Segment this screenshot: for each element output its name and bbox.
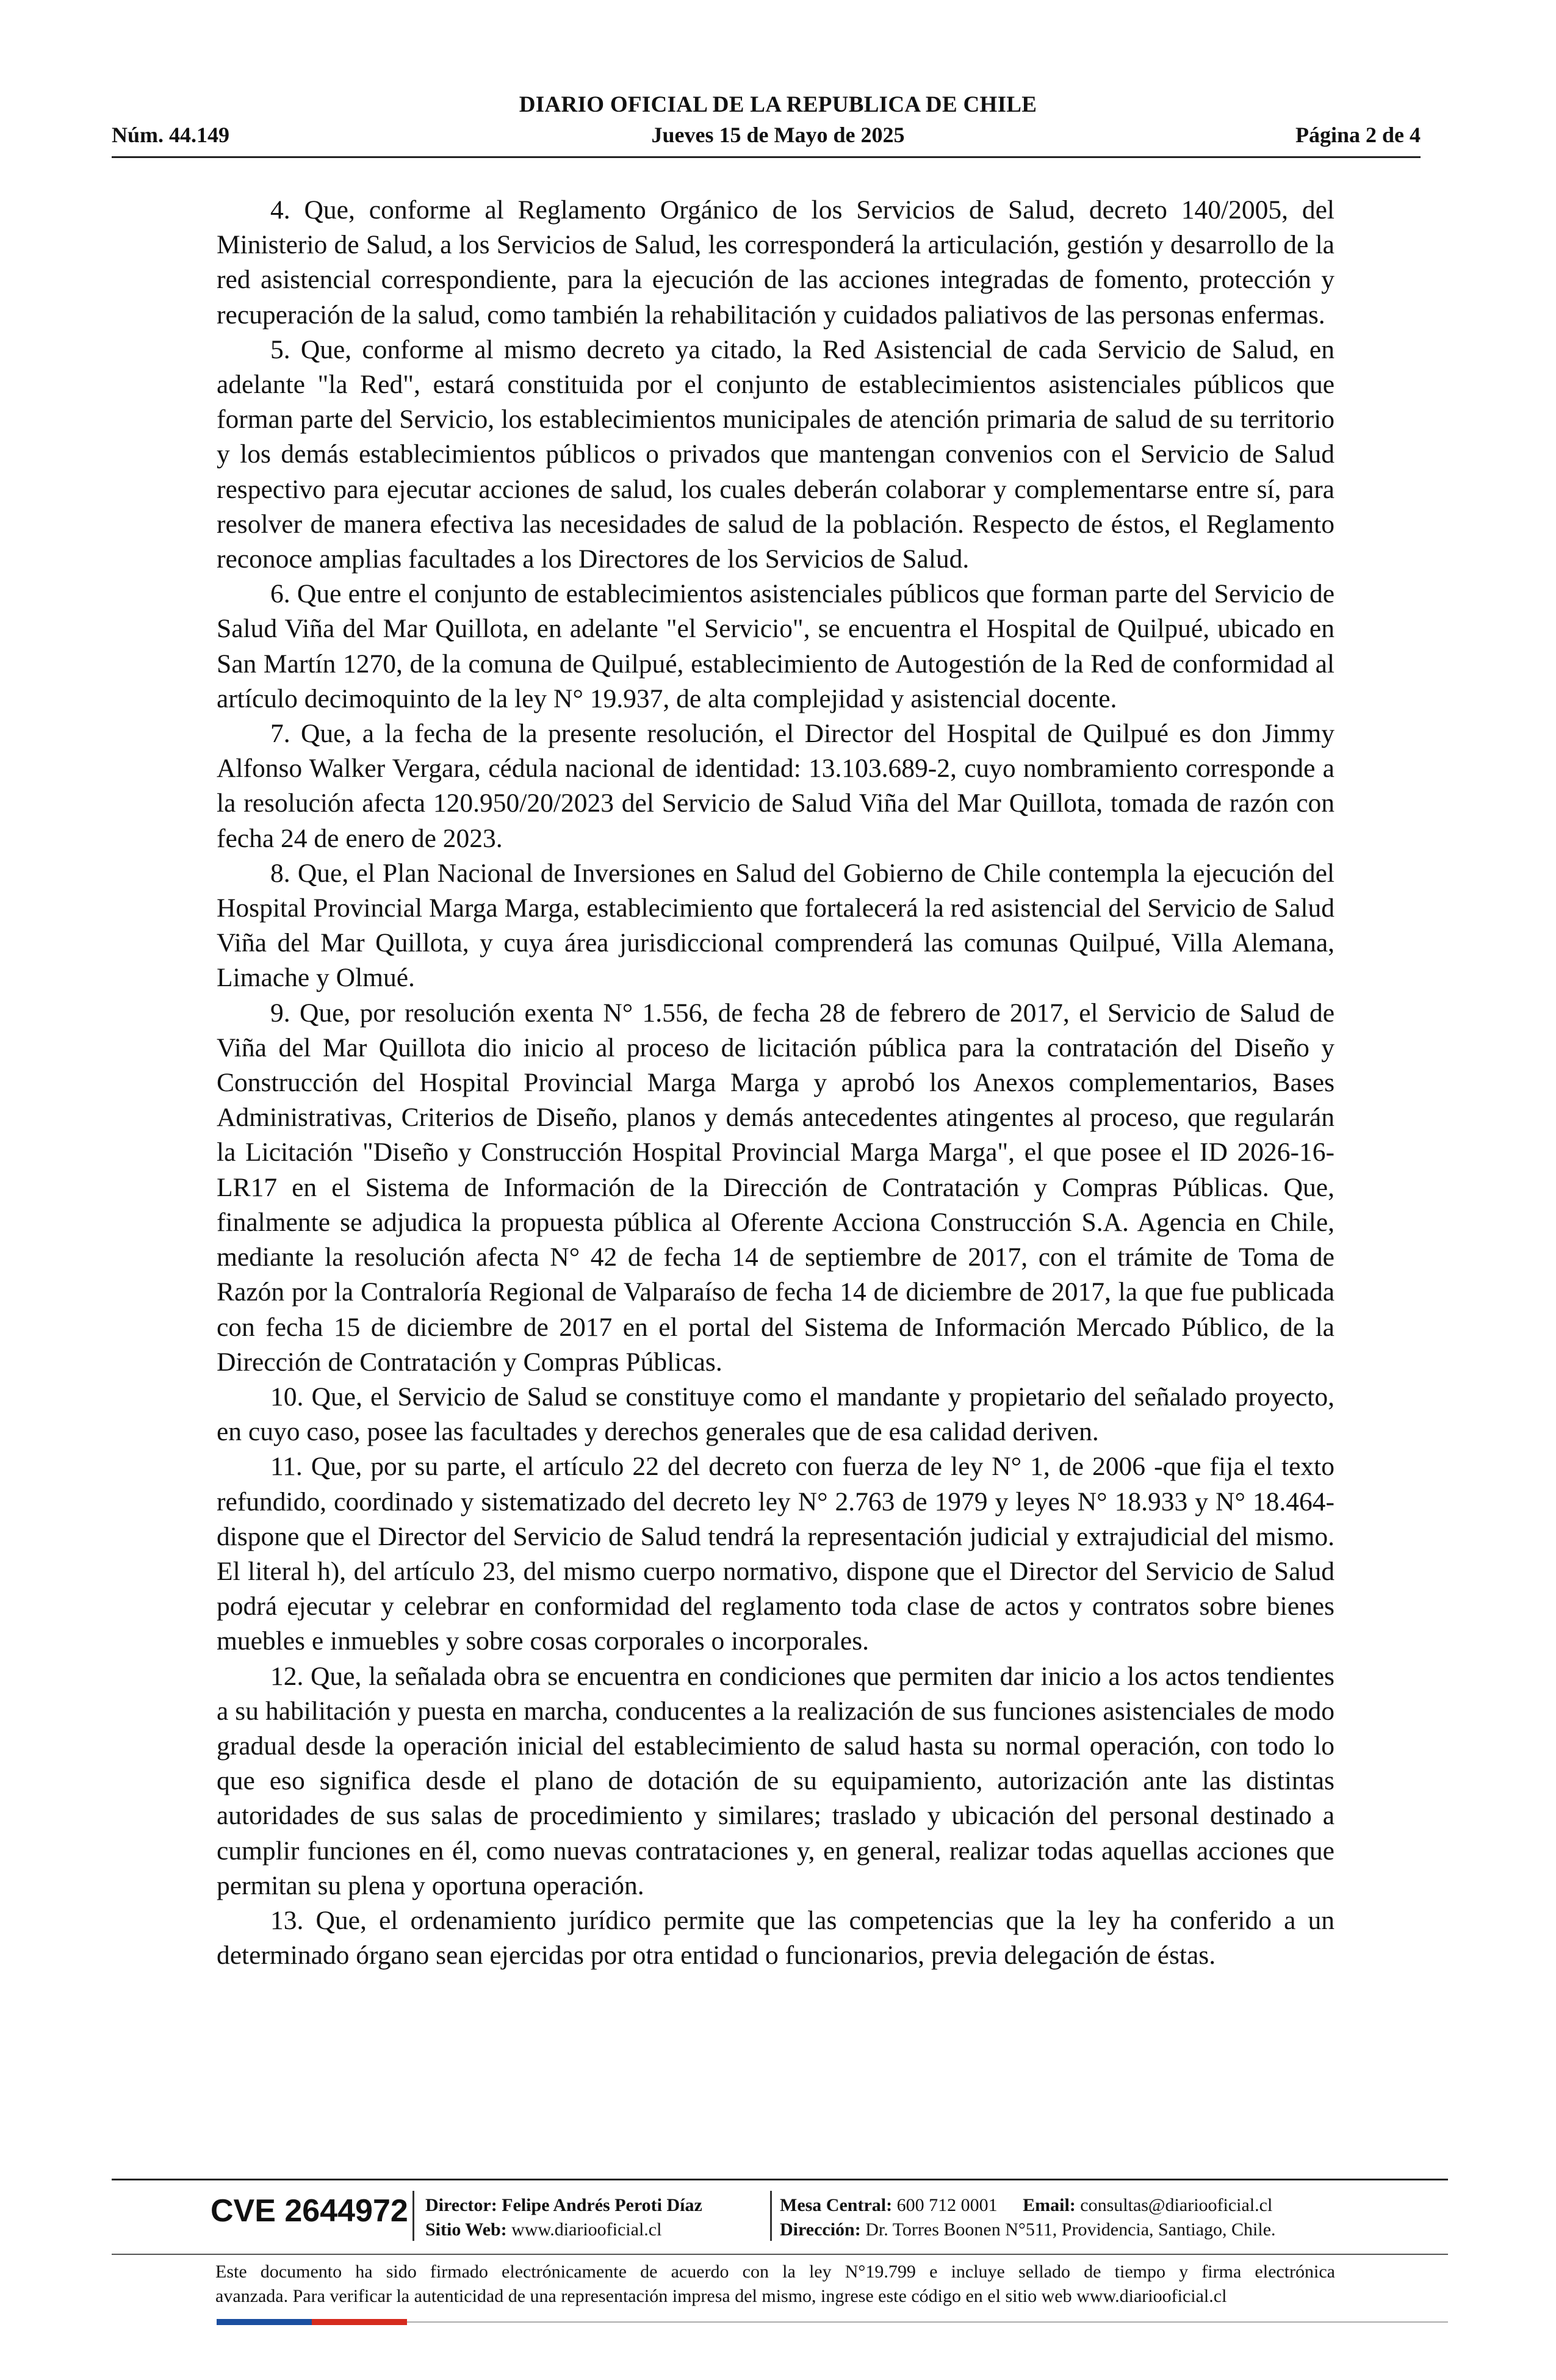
mesa-label: Mesa Central: <box>780 2195 893 2215</box>
page-number: Página 2 de 4 <box>1295 123 1421 147</box>
footer-bottom-divider <box>407 2321 1448 2323</box>
footer-separator <box>412 2191 414 2241</box>
footer-director-block <box>425 2193 702 2242</box>
header-divider <box>112 156 1421 158</box>
newspaper-title: DIARIO OFICIAL DE LA REPUBLICA DE CHILE <box>519 92 1037 117</box>
director-name: Felipe Andrés Peroti Díaz <box>502 2195 702 2215</box>
mesa-phone: 600 712 0001 <box>896 2195 998 2215</box>
address-line <box>780 2218 1276 2242</box>
paragraph-11: 11. Que, por su parte, el artículo 22 del decreto con fuerza de ley N° 1, de 2006 -que fija el texto refundido, coordinado y sistematizado del decreto ley N° 2.763 de 1979 y leyes N° 18.933 y N° 18.464- dispone que el Director del Servicio de Salud tendrá la representación judicial y extrajudicial del mismo. El literal h), del artículo 23, del mismo cuerpo normativo, dispone que el Director del Servicio de Salud podrá ejecutar y celebrar en conformidad del reglamento toda clase de actos y contratos sobre bienes muebles e inmuebles y sobre cosas corporales o incorporales. <box>217 1452 1334 1656</box>
paragraph-5: 5. Que, conforme al mismo decreto ya citado, la Red Asistencial de cada Servicio de Salud, en adelante "la Red", estará constituida por el conjunto de establecimientos asistenciales públicos que forman parte del Servicio, los establecimientos municipales de atención primaria de salud de su territorio y los demás establecimientos públicos o privados que mantengan convenios con el Servicio de Salud respectivo para ejecutar acciones de salud, los cuales deberán colaborar y complementarse entre sí, para resolver de manera efectiva las necesidades de salud de la población. Respecto de éstos, el Reglamento reconoce amplias facultades a los Directores de los Servicios de Salud. <box>217 334 1334 574</box>
paragraph-12: 12. Que, la señalada obra se encuentra en condiciones que permiten dar inicio a los actos tendientes a su habilitación y puesta en marcha, conducentes a la realización de sus funciones asistenciales de modo gradual desde la operación inicial del establecimiento de salud hasta su normal operación, con todo lo que eso significa desde el plano de dotación de su equipamiento, autorización ante las distintas autoridades de sus salas de procedimiento y similares; traslado y ubicación del personal destinado a cumplir funciones en él, como nuevas contrataciones y, en general, realizar todas aquellas acciones que permitan su plena y oportuna operación. <box>217 1661 1334 1900</box>
flag-blue-segment <box>217 2319 312 2325</box>
paragraph-9: 9. Que, por resolución exenta N° 1.556, de fecha 28 de febrero de 2017, el Servicio de Salud de Viña del Mar Quillota dio inicio al proceso de licitación pública para la contratación del Diseño y Construcción del Hospital Provincial Marga Marga y aprobó los Anexos complementarios, Bases Administrativas, Criterios de Diseño, planos y demás antecedentes atingentes al proceso, que regularán la Licitación "Diseño y Construcción Hospital Provincial Marga Marga", el que posee el ID 2026-16-LR17 en el Sistema de Información de la Dirección de Contratación y Compras Públicas. Que, finalmente se adjudica la propuesta pública al Oferente Acciona Construcción S.A. Agencia en Chile, mediante la resolución afecta N° 42 de fecha 14 de septiembre de 2017, con el trámite de Toma de Razón por la Contraloría Regional de Valparaíso de fecha 14 de diciembre de 2017, la que fue publicada con fecha 15 de diciembre de 2017 en el portal del Sistema de Información Mercado Público, de la Dirección de Contratación y Compras Públicas. <box>217 998 1334 1377</box>
address-value: Dr. Torres Boonen N°511, Providencia, Santiago, Chile. <box>865 2220 1276 2240</box>
email-link[interactable]: consultas@diariooficial.cl <box>1080 2195 1273 2215</box>
paragraph-7: 7. Que, a la fecha de la presente resolución, el Director del Hospital de Quilpué es don Jimmy Alfonso Walker Vergara, cédula nacional de identidad: 13.103.689-2, cuyo nombramiento corresponde a la resolución afecta 120.950/20/2023 del Servicio de Salud Viña del Mar Quillota, tomada de razón con fecha 24 de enero de 2023. <box>217 719 1334 853</box>
email-label: Email: <box>1023 2195 1076 2215</box>
address-label: Dirección: <box>780 2220 861 2240</box>
paragraph-6: 6. Que entre el conjunto de establecimientos asistenciales públicos que forman parte del Servicio de Salud Viña del Mar Quillota, en adelante "el Servicio", se encuentra el Hospital de Quilpué, ubicado en San Martín 1270, de la comuna de Quilpué, establecimiento de Autogestión de la Red de conformidad al artículo decimoquinto de la ley N° 19.937, de alta complejidad y asistencial docente. <box>217 579 1334 713</box>
electronic-signature-note <box>215 2260 1335 2309</box>
paragraph-4: 4. Que, conforme al Reglamento Orgánico de los Servicios de Salud, decreto 140/2005, del Ministerio de Salud, a los Servicios de Salud, les corresponderá la articulación, gestión y desarrollo de la red asistencial correspondiente, para la ejecución de las acciones integradas de fomento, protección y recuperación de la salud, como también la rehabilitación y cuidados paliativos de las personas enfermas. <box>217 195 1334 330</box>
website-line <box>425 2218 702 2242</box>
website-label: Sitio Web: <box>425 2220 507 2240</box>
flag-red-segment <box>312 2319 407 2325</box>
footer-contact-block <box>780 2193 1276 2242</box>
issue-date: Jueves 15 de Mayo de 2025 <box>651 123 905 147</box>
footer-top-divider <box>112 2179 1448 2180</box>
paragraph-10: 10. Que, el Servicio de Salud se constituye como el mandante y propietario del señalado proyecto, en cuyo caso, posee las facultades y derechos generales que de esa calidad deriven. <box>217 1382 1334 1447</box>
director-label: Director: <box>425 2195 497 2215</box>
document-body <box>217 193 1334 1973</box>
director-line <box>425 2193 702 2218</box>
chile-flag-stripe <box>217 2319 407 2325</box>
note-line-2: avanzada. Para verificar la autenticidad de una representación impresa del mismo, ingrese este código en el sitio web www.diariooficial.cl <box>215 2286 1227 2306</box>
issue-number: Núm. 44.149 <box>112 123 230 147</box>
footer-separator <box>770 2191 772 2241</box>
footer-middle-divider <box>112 2254 1448 2255</box>
note-line-1: Este documento ha sido firmado electrónicamente de acuerdo con la ley N°19.799 e incluye sellado de tiempo y firma electrónica <box>215 2262 1335 2282</box>
website-link[interactable]: www.diariooficial.cl <box>511 2220 662 2240</box>
paragraph-13: 13. Que, el ordenamiento jurídico permite que las competencias que la ley ha conferido a un determinado órgano sean ejercidas por otra entidad o funcionarios, previa delegación de éstas. <box>217 1905 1334 1971</box>
cve-code: CVE 2644972 <box>211 2193 408 2229</box>
paragraph-8: 8. Que, el Plan Nacional de Inversiones en Salud del Gobierno de Chile contempla la ejecución del Hospital Provincial Marga Marga, establecimiento que fortalecerá la red asistencial del Servicio de Salud Viña del Mar Quillota, y cuya área jurisdiccional comprenderá las comunas Quilpué, Villa Alemana, Limache y Olmué. <box>217 858 1335 993</box>
contact-line <box>780 2193 1276 2218</box>
